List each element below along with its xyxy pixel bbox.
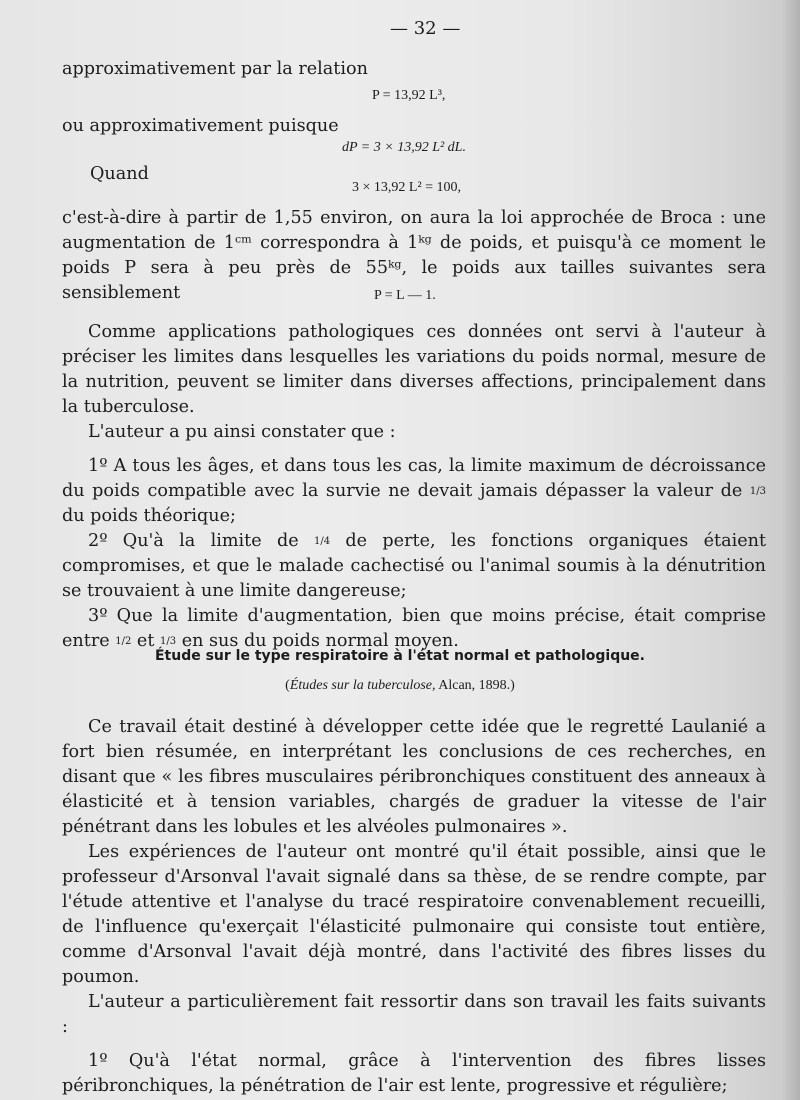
intro-line-3: Quand (90, 164, 149, 184)
citation (0, 678, 800, 694)
paragraph-applications: Comme applications pathologiques ces données ont servi à l'auteur à préciser les limites dans lesquelles les variations du poids normal, mesure de la nutrition, peuvent se limiter dans diverses affections, principalement dans la tuberculose. (62, 322, 766, 417)
page-gutter-shadow (782, 0, 800, 1100)
formula-1: P = 13,92 L³, (372, 88, 446, 103)
paragraph-etat-normal: 1º Qu'à l'état normal, grâce à l'intervention des fibres lisses péribronchiques, la pénétration de l'air est lente, progressive et régulière; (62, 1051, 766, 1096)
intro-line-2: ou approximativement puisque (62, 116, 339, 136)
formula-3: 3 × 13,92 L² = 100, (352, 180, 462, 195)
list-item-1-text: 1º A tous les âges, et dans tous les cas, la limite maximum de décroissance du poids compatible avec la survie ne devait jamais dépasser la valeur de (62, 456, 766, 501)
intro-line-1: approximativement par la relation (62, 59, 368, 79)
paragraph-laulanie: Ce travail était destiné à développer cette idée que le regretté Laulanié a fort bien résumée, en interprétant les conclusions de ces recherches, en disant que « les fibres musculaires péribronchiques constituent des anneaux à élasticité et à tension variables, chargés de graduer la vitesse de l'air pénétrant dans les lobules et les alvéoles pulmonaires ». (62, 717, 766, 837)
section-title: Étude sur le type respiratoire à l'état normal et pathologique. (154, 648, 645, 664)
fraction-one-third-b: 1/3 (160, 636, 177, 647)
list-item-2-text: 2º Qu'à la limite de (88, 531, 299, 551)
list-item-3-text: 3º Que la limite d'augmentation, bien que moins précise, était comprise entre (62, 606, 766, 651)
list-item-1 (62, 454, 766, 529)
list-item-2-end: de perte, les fonctions organiques étaient compromises, et que le malade cachectisé ou l'animal soumis à la dénutrition se trouvaient à une limite dangereuse; (62, 531, 767, 601)
paragraph-experiences: Les expériences de l'auteur ont montré qu'il était possible, ainsi que le professeur d'Arsonval l'avait signalé dans sa thèse, de se rendre compte, par l'étude attentive et l'analyse du tracé respiratoire convenablement recueilli, de l'influence qu'exerçait l'élasticité pulmonaire qui consiste tout entière, comme d'Arsonval l'avait déjà montré, dans l'activité des fibres lisses du poumon. (62, 842, 766, 987)
formula-2: dP = 3 × 13,92 L² dL. (342, 140, 466, 155)
list-item-1-end: du poids théorique; (62, 506, 236, 526)
list-item-2 (62, 529, 766, 604)
list-item-3-end: en sus du poids normal moyen. (181, 631, 459, 651)
paragraph-faits: L'auteur a particulièrement fait ressortir dans son travail les faits suivants : (62, 992, 766, 1037)
citation-title: Études sur la tuberculose, (289, 678, 436, 693)
formula-4: P = L — 1. (374, 288, 436, 303)
citation-open: ( (285, 678, 290, 693)
citation-publisher: Alcan, 1898.) (438, 678, 515, 693)
body-block-1 (62, 320, 766, 654)
list-item-3-and: et (136, 631, 155, 651)
page-number: — 32 — (390, 18, 461, 39)
paragraph-text: c'est-à-dire à partir de 1,55 environ, on aura la loi approchée de Broca : une augmentation de 1ᶜᵐ correspondra à 1ᵏᵍ de poids, et puisqu'à ce moment le poids P sera à peu près de 55ᵏᵍ, le poids aux tailles suivantes sera sensiblement (62, 208, 766, 303)
fraction-one-quarter: 1/4 (314, 536, 331, 547)
fraction-one-third: 1/3 (749, 486, 766, 497)
list-item-3 (62, 604, 766, 654)
fraction-one-half: 1/2 (115, 636, 132, 647)
paragraph-constater: L'auteur a pu ainsi constater que : (88, 422, 396, 442)
body-block-2 (62, 715, 766, 1099)
